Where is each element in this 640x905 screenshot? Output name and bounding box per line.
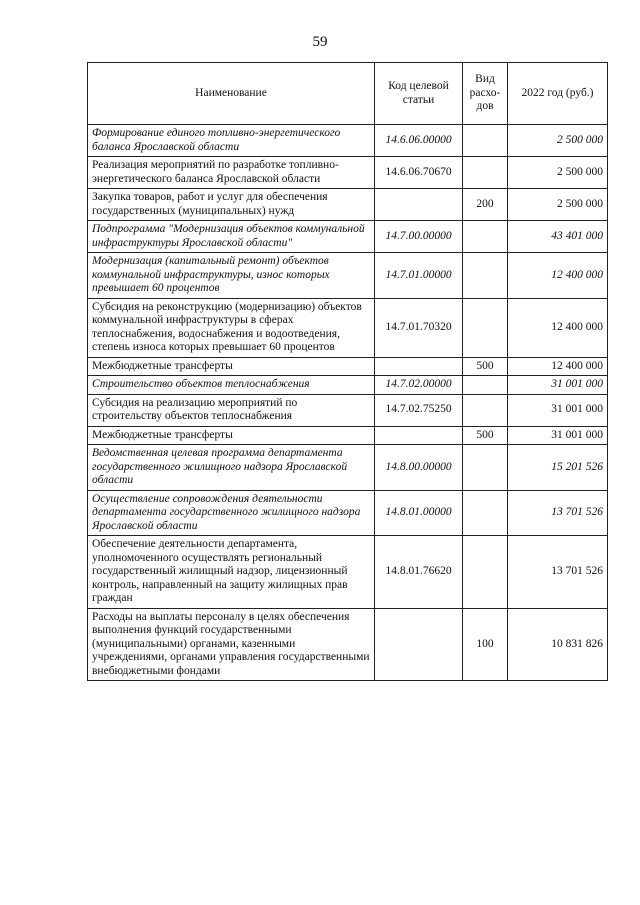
row-name: Межбюджетные трансферты [88,357,375,376]
row-name: Ведомственная целевая программа департамента государственного жилищного надзора Ярославской области [88,445,375,491]
row-amount: 13 701 526 [508,490,608,536]
row-type [463,221,508,253]
row-code: 14.7.00.00000 [375,221,463,253]
table-row [88,536,608,609]
row-code: 14.7.02.00000 [375,376,463,395]
row-code [375,357,463,376]
row-type: 200 [463,189,508,221]
row-amount: 43 401 000 [508,221,608,253]
table-row [88,608,608,681]
row-code [375,189,463,221]
row-type [463,253,508,299]
row-code: 14.7.01.00000 [375,253,463,299]
table-row [88,125,608,157]
row-name: Межбюджетные трансферты [88,426,375,445]
table-row [88,426,608,445]
budget-table [87,62,608,681]
row-type [463,157,508,189]
table-row [88,394,608,426]
header-type: Вид расхо-дов [463,63,508,125]
table-header-row [88,63,608,125]
row-code: 14.6.06.00000 [375,125,463,157]
row-type [463,125,508,157]
row-type [463,490,508,536]
table-row [88,253,608,299]
row-code [375,426,463,445]
row-amount: 12 400 000 [508,253,608,299]
header-name: Наименование [88,63,375,125]
row-name: Расходы на выплаты персоналу в целях обеспечения выполнения функций государственными (муниципальными) органами, казенными учреждениями, органами управления государственными внебюджетными фондами [88,608,375,681]
row-amount: 2 500 000 [508,157,608,189]
row-name: Обеспечение деятельности департамента, уполномоченного осуществлять региональный государственный жилищный надзор, лицензионный контроль, направленный на защиту жилищных прав граждан [88,536,375,609]
row-name: Строительство объектов теплоснабжения [88,376,375,395]
row-amount: 31 001 000 [508,394,608,426]
table-row [88,157,608,189]
row-amount: 2 500 000 [508,189,608,221]
table-row [88,490,608,536]
row-name: Подпрограмма "Модернизация объектов коммунальной инфраструктуры Ярославской области" [88,221,375,253]
row-amount: 12 400 000 [508,357,608,376]
row-name: Субсидия на реализацию мероприятий по строительству объектов теплоснабжения [88,394,375,426]
row-name: Субсидия на реконструкцию (модернизацию) объектов коммунальной инфраструктуры в сферах теплоснабжения, водоснабжения и водоотведения, степень износа которых превышает 60 процентов [88,298,375,357]
table-row [88,189,608,221]
row-type [463,376,508,395]
row-type [463,536,508,609]
row-amount: 12 400 000 [508,298,608,357]
row-name: Формирование единого топливно-энергетического баланса Ярославской области [88,125,375,157]
header-amount: 2022 год (руб.) [508,63,608,125]
row-name: Осуществление сопровождения деятельности департамента государственного жилищного надзора Ярославской области [88,490,375,536]
row-code: 14.8.00.00000 [375,445,463,491]
row-amount: 31 001 000 [508,376,608,395]
row-code: 14.6.06.70670 [375,157,463,189]
table-row [88,357,608,376]
row-code: 14.7.01.70320 [375,298,463,357]
table-row [88,298,608,357]
row-name: Реализация мероприятий по разработке топливно-энергетического баланса Ярославской области [88,157,375,189]
row-code: 14.7.02.75250 [375,394,463,426]
page-number: 59 [312,34,328,50]
row-code: 14.8.01.00000 [375,490,463,536]
row-type: 500 [463,357,508,376]
row-type [463,394,508,426]
row-amount: 10 831 826 [508,608,608,681]
row-amount: 2 500 000 [508,125,608,157]
table-row [88,221,608,253]
row-type [463,445,508,491]
header-code: Код целевой статьи [375,63,463,125]
row-code [375,608,463,681]
table-row [88,445,608,491]
row-amount: 15 201 526 [508,445,608,491]
row-type: 100 [463,608,508,681]
table-row [88,376,608,395]
row-type: 500 [463,426,508,445]
row-name: Закупка товаров, работ и услуг для обеспечения государственных (муниципальных) нужд [88,189,375,221]
row-type [463,298,508,357]
row-amount: 13 701 526 [508,536,608,609]
row-name: Модернизация (капитальный ремонт) объектов коммунальной инфраструктуры, износ которых превышает 60 процентов [88,253,375,299]
row-code: 14.8.01.76620 [375,536,463,609]
row-amount: 31 001 000 [508,426,608,445]
